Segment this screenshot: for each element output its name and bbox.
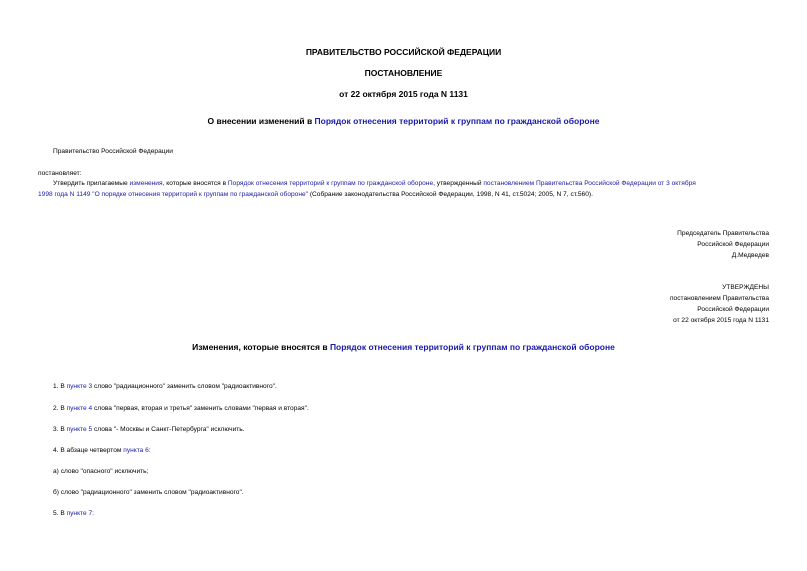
item-1: [53, 381, 277, 392]
item-4-text: :: [148, 447, 151, 454]
item-4-link[interactable]: пункта 6: [123, 447, 149, 454]
signature-block: [677, 228, 769, 261]
signature-line-3: Д.Медведев: [731, 252, 769, 259]
item-2-num: 2. В: [53, 405, 67, 412]
preamble-paragraph: [38, 178, 768, 200]
item-5: [53, 508, 94, 519]
item-2-link[interactable]: пункте 4: [66, 405, 93, 412]
title-prefix: О внесении изменений в: [207, 116, 315, 126]
header-doc-type: ПОСТАНОВЛЕНИЕ: [364, 68, 443, 78]
document-title: [0, 116, 807, 126]
p1-link-changes[interactable]: изменения: [129, 180, 163, 187]
p1-text-a: Утвердить прилагаемые: [53, 180, 130, 187]
title-link[interactable]: Порядок отнесения территорий к группам по гражданской обороне: [314, 116, 600, 126]
item-4-num: 4. В абзаце четвертом: [53, 447, 124, 454]
item-2-text: слова "первая, вторая и третья" заменить словами "первая и вторая".: [92, 405, 309, 412]
item-5-link[interactable]: пункте 7: [66, 510, 93, 517]
approved-line-2: постановлением Правительства: [669, 295, 769, 302]
p1-text-b: , которые вносятся в: [162, 180, 228, 187]
approved-line-3: Российской Федерации: [697, 306, 769, 313]
approved-line-1: УТВЕРЖДЕНЫ: [722, 284, 769, 291]
item-5-num: 5. В: [53, 510, 67, 517]
item-3-link[interactable]: пункте 5: [66, 426, 93, 433]
item-1-link[interactable]: пункте 3: [66, 383, 93, 390]
header-government: ПРАВИТЕЛЬСТВО РОССИЙСКОЙ ФЕДЕРАЦИИ: [305, 47, 502, 57]
approved-block: [670, 282, 769, 326]
p1-link-resolution-part2[interactable]: 1998 года N 1149 "О порядке отнесения территорий к группам по гражданской обороне": [38, 191, 308, 198]
item-3-text: слова "- Москвы и Санкт-Петербурга" исключить.: [92, 426, 245, 433]
approved-line-4: от 22 октября 2015 года N 1131: [673, 317, 769, 324]
changes-title-link[interactable]: Порядок отнесения территорий к группам по гражданской обороне: [329, 342, 615, 352]
p1-link-procedure[interactable]: Порядок отнесения территорий к группам по гражданской обороне: [227, 180, 434, 187]
changes-title: [0, 342, 807, 352]
preamble-actor: Правительство Российской Федерации: [53, 148, 173, 155]
p1-text-c: , утвержденный: [433, 180, 484, 187]
signature-line-2: Российской Федерации: [697, 241, 769, 248]
item-1-num: 1. В: [53, 383, 67, 390]
item-3: [53, 424, 245, 435]
item-3-num: 3. В: [53, 426, 67, 433]
item-1-text: слово "радиационного" заменить словом "радиоактивного".: [92, 383, 277, 390]
item-2: [53, 403, 309, 414]
changes-title-prefix: Изменения, которые вносятся в: [192, 342, 330, 352]
item-4b: б) слово "радиационного" заменить словом "радиоактивного".: [53, 489, 244, 496]
signature-line-1: Председатель Правительства: [677, 230, 769, 237]
item-4a: а) слово "опасного" исключить;: [53, 468, 149, 475]
p1-link-resolution-part1[interactable]: постановлением Правительства Российской Федерации от 3 октября: [483, 180, 696, 187]
item-4: [53, 445, 151, 456]
header-date: от 22 октября 2015 года N 1131: [339, 89, 468, 99]
p1-text-d: (Собрание законодательства Российской Федерации, 1998, N 41, ст.5024; 2005, N 7, ст.560).: [308, 191, 593, 198]
item-5-text: :: [92, 510, 94, 517]
preamble-decides: постановляет:: [38, 170, 82, 177]
